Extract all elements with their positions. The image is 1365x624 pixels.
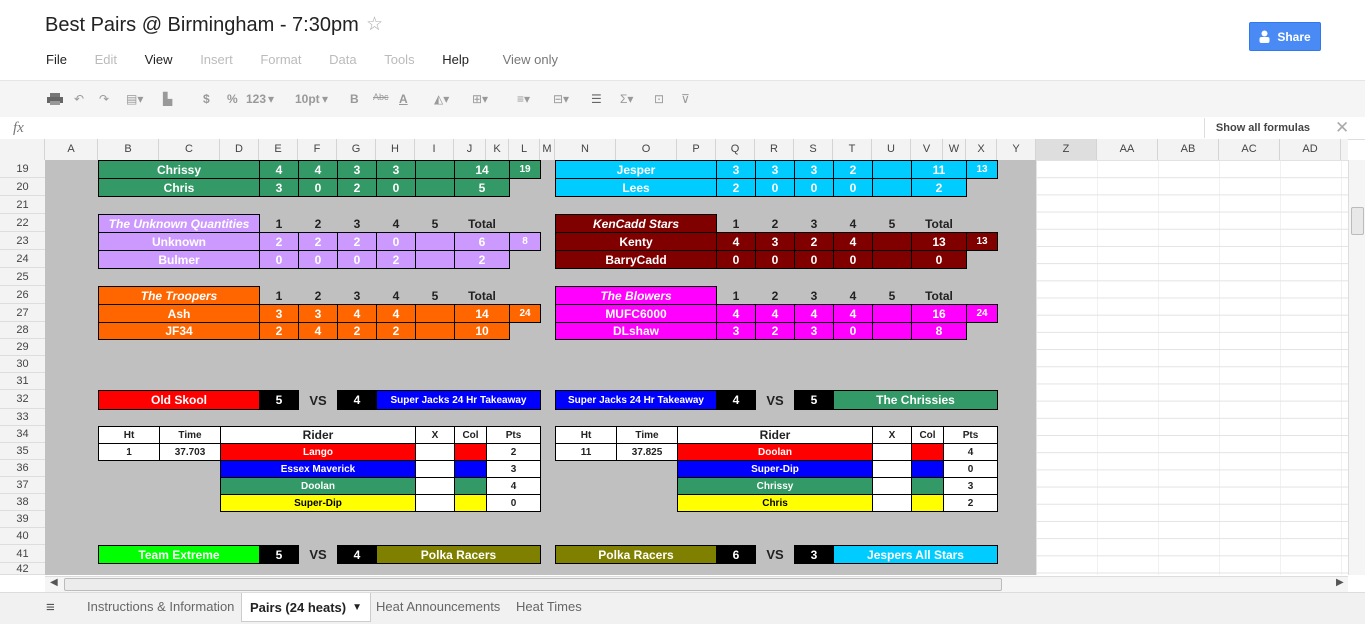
menu-view[interactable]: View xyxy=(144,52,173,67)
heat-number-header[interactable]: 4 xyxy=(849,288,857,303)
column-header[interactable]: T xyxy=(833,139,872,160)
heat-points[interactable]: 0 xyxy=(943,460,998,478)
team-total[interactable]: 13 xyxy=(966,160,998,179)
heat-score[interactable]: 2 xyxy=(259,232,299,251)
column-header[interactable]: H xyxy=(376,139,415,160)
column-header[interactable]: O xyxy=(616,139,677,160)
heat-score[interactable]: 2 xyxy=(298,232,338,251)
match-score-1[interactable]: 4 xyxy=(716,390,756,410)
heat-score[interactable]: 3 xyxy=(298,304,338,323)
total-header[interactable]: Total xyxy=(468,288,496,303)
rider-name[interactable]: JF34 xyxy=(98,322,260,340)
row-header[interactable]: 35 xyxy=(0,443,45,460)
heat-score[interactable] xyxy=(872,304,912,323)
heat-header-x[interactable]: X xyxy=(872,426,912,444)
heat-score[interactable]: 4 xyxy=(716,232,756,251)
share-button[interactable] xyxy=(1249,22,1321,51)
heat-score[interactable] xyxy=(872,232,912,251)
heat-number-header[interactable]: 5 xyxy=(888,216,896,231)
column-header[interactable]: X xyxy=(966,139,997,160)
rider-name[interactable]: Chrissy xyxy=(98,160,260,179)
heat-score[interactable]: 4 xyxy=(716,304,756,323)
heat-score[interactable]: 4 xyxy=(833,304,873,323)
heat-x-cell[interactable] xyxy=(872,460,912,478)
scroll-right-icon[interactable]: ▶ xyxy=(1336,577,1344,588)
heat-time[interactable]: 37.825 xyxy=(616,443,678,461)
heat-rider[interactable]: Lango xyxy=(220,443,416,461)
rider-name[interactable]: BarryCadd xyxy=(555,250,717,269)
tab-pairs-label: Pairs (24 heats) xyxy=(250,599,347,615)
column-header[interactable]: V xyxy=(911,139,943,160)
rider-total[interactable]: 16 xyxy=(911,304,967,323)
heat-x-cell[interactable] xyxy=(415,477,455,495)
heat-score[interactable] xyxy=(872,250,912,269)
filter-icon: ⊽ xyxy=(681,92,690,106)
heat-score[interactable]: 3 xyxy=(259,178,299,197)
column-header[interactable]: P xyxy=(677,139,716,160)
match-team-2[interactable]: Super Jacks 24 Hr Takeaway xyxy=(376,390,541,410)
heat-header-rider[interactable]: Rider xyxy=(220,426,416,444)
text-color-icon: A xyxy=(399,92,408,106)
star-icon[interactable]: ☆ xyxy=(366,14,384,35)
heat-number-header[interactable]: 3 xyxy=(353,288,361,303)
heat-score[interactable]: 4 xyxy=(298,160,338,179)
heat-score[interactable]: 0 xyxy=(298,178,338,197)
heat-header-col[interactable]: Col xyxy=(454,426,487,444)
functions-icon: Σ▾ xyxy=(620,92,634,106)
horizontal-scroll-thumb[interactable] xyxy=(64,578,1002,591)
rider-name[interactable]: Bulmer xyxy=(98,250,260,269)
column-header[interactable]: R xyxy=(755,139,794,160)
chart-icon: ⊡ xyxy=(654,92,665,106)
heat-score[interactable]: 0 xyxy=(259,250,299,269)
match-team-2[interactable]: Polka Racers xyxy=(376,545,541,564)
heat-color-swatch[interactable] xyxy=(454,460,487,478)
heat-score[interactable] xyxy=(415,322,455,340)
heat-number-header[interactable]: 3 xyxy=(810,216,818,231)
match-team-2[interactable]: The Chrissies xyxy=(833,390,998,410)
heat-points[interactable]: 3 xyxy=(943,477,998,495)
heat-number-header[interactable]: 2 xyxy=(771,288,779,303)
select-all-corner[interactable] xyxy=(0,139,45,160)
column-header[interactable]: I xyxy=(415,139,454,160)
column-header[interactable]: AA xyxy=(1097,139,1158,160)
rider-total[interactable]: 13 xyxy=(911,232,967,251)
heat-color-swatch[interactable] xyxy=(454,494,487,512)
heat-score[interactable]: 4 xyxy=(755,304,795,323)
column-header[interactable]: K xyxy=(486,139,509,160)
rider-total[interactable]: 14 xyxy=(454,304,510,323)
close-icon[interactable]: ✕ xyxy=(1335,118,1350,137)
column-header[interactable]: M xyxy=(540,139,555,160)
match-score-2[interactable]: 4 xyxy=(337,545,377,564)
sheet-list-icon[interactable]: ≡ xyxy=(46,599,55,616)
heat-score[interactable] xyxy=(872,178,912,197)
heat-score[interactable] xyxy=(872,160,912,179)
heat-score[interactable]: 0 xyxy=(833,178,873,197)
heat-points[interactable]: 4 xyxy=(486,477,541,495)
heat-x-cell[interactable] xyxy=(872,443,912,461)
heat-header-pts[interactable]: Pts xyxy=(486,426,541,444)
wrap-text-icon: ☰ xyxy=(591,92,602,106)
heat-number-header[interactable]: 5 xyxy=(888,288,896,303)
show-all-formulas-button[interactable]: Show all formulas xyxy=(1204,118,1321,138)
menu-format: Format xyxy=(260,52,302,67)
heat-points[interactable]: 3 xyxy=(486,460,541,478)
row-header[interactable]: 40 xyxy=(0,528,45,545)
heat-score[interactable]: 3 xyxy=(794,160,834,179)
undo-icon: ↶ xyxy=(74,92,85,106)
heat-header-time[interactable]: Time xyxy=(616,426,678,444)
chevron-down-icon[interactable]: ▼ xyxy=(352,601,363,613)
number-format-button: 123 xyxy=(246,92,267,106)
column-header[interactable]: B xyxy=(98,139,159,160)
column-header[interactable]: E xyxy=(259,139,298,160)
row-header[interactable]: 31 xyxy=(0,373,45,390)
row-header[interactable]: 34 xyxy=(0,426,45,443)
heat-color-swatch[interactable] xyxy=(454,443,487,461)
menu-tools: Tools xyxy=(384,52,415,67)
heat-score[interactable]: 3 xyxy=(716,322,756,340)
heat-number[interactable]: 11 xyxy=(555,443,617,461)
document-title: Best Pairs @ Birmingham - 7:30pm xyxy=(45,14,359,36)
heat-header-pts[interactable]: Pts xyxy=(943,426,998,444)
versus-label[interactable]: VS xyxy=(766,392,784,408)
heat-score[interactable] xyxy=(415,304,455,323)
rider-name[interactable]: DLshaw xyxy=(555,322,717,340)
rider-total[interactable]: 2 xyxy=(454,250,510,269)
total-header[interactable]: Total xyxy=(925,216,953,231)
match-score-2[interactable]: 5 xyxy=(794,390,834,410)
row-header[interactable]: 33 xyxy=(0,409,45,426)
match-team-2[interactable]: Jespers All Stars xyxy=(833,545,998,564)
row-header[interactable]: 26 xyxy=(0,286,45,304)
match-score-1[interactable]: 6 xyxy=(716,545,756,564)
heat-number[interactable]: 1 xyxy=(98,443,160,461)
column-header[interactable]: U xyxy=(872,139,911,160)
heat-score[interactable]: 2 xyxy=(376,322,416,340)
versus-label[interactable]: VS xyxy=(309,392,327,408)
heat-score[interactable] xyxy=(415,178,455,197)
heat-points[interactable]: 2 xyxy=(486,443,541,461)
row-header[interactable]: 37 xyxy=(0,477,45,494)
chevron-down-icon: ▾ xyxy=(268,92,275,106)
row-header[interactable]: 30 xyxy=(0,356,45,373)
heat-score[interactable]: 2 xyxy=(755,322,795,340)
column-header[interactable]: Z xyxy=(1036,139,1097,160)
row-header[interactable]: 28 xyxy=(0,322,45,339)
heat-score[interactable]: 3 xyxy=(755,232,795,251)
heat-header-time[interactable]: Time xyxy=(159,426,221,444)
heat-number-header[interactable]: 1 xyxy=(275,288,283,303)
heat-score[interactable]: 0 xyxy=(716,250,756,269)
sheet-empty-region[interactable] xyxy=(1036,160,1348,575)
heat-score[interactable] xyxy=(872,322,912,340)
heat-header-x[interactable]: X xyxy=(415,426,455,444)
menu-insert: Insert xyxy=(200,52,233,67)
heat-score[interactable]: 2 xyxy=(716,178,756,197)
heat-number-header[interactable]: 4 xyxy=(849,216,857,231)
column-header[interactable]: Q xyxy=(716,139,755,160)
column-header[interactable]: AB xyxy=(1158,139,1219,160)
rider-name[interactable]: Unknown xyxy=(98,232,260,251)
heat-header-rider[interactable]: Rider xyxy=(677,426,873,444)
heat-score[interactable]: 2 xyxy=(337,232,377,251)
rider-name[interactable]: Kenty xyxy=(555,232,717,251)
rider-name[interactable]: Ash xyxy=(98,304,260,323)
percent-format-button: % xyxy=(227,92,238,106)
rider-total[interactable]: 2 xyxy=(911,178,967,197)
column-header[interactable]: J xyxy=(454,139,486,160)
heat-points[interactable]: 0 xyxy=(486,494,541,512)
heat-color-swatch[interactable] xyxy=(911,477,944,495)
row-header[interactable]: 22 xyxy=(0,214,45,232)
bold-icon: B xyxy=(350,92,359,106)
column-header[interactable]: A xyxy=(45,139,98,160)
column-header[interactable]: S xyxy=(794,139,833,160)
heat-number-header[interactable]: 3 xyxy=(353,216,361,231)
heat-rider[interactable]: Chrissy xyxy=(677,477,873,495)
rider-name[interactable]: Chris xyxy=(98,178,260,197)
heat-points[interactable]: 4 xyxy=(943,443,998,461)
print-icon[interactable] xyxy=(47,92,63,106)
match-score-1[interactable]: 5 xyxy=(259,390,299,410)
heat-score[interactable]: 3 xyxy=(376,160,416,179)
strikethrough-button: Abc xyxy=(373,92,389,102)
match-score-2[interactable]: 3 xyxy=(794,545,834,564)
heat-score[interactable]: 4 xyxy=(298,322,338,340)
team-name[interactable]: The Blowers xyxy=(555,286,717,305)
column-header[interactable]: G xyxy=(337,139,376,160)
rider-total[interactable]: 14 xyxy=(454,160,510,179)
heat-score[interactable]: 4 xyxy=(259,160,299,179)
heat-color-swatch[interactable] xyxy=(911,443,944,461)
team-total[interactable]: 24 xyxy=(509,304,541,323)
heat-number-header[interactable]: 4 xyxy=(392,288,400,303)
heat-number-header[interactable]: 2 xyxy=(771,216,779,231)
row-header[interactable]: 38 xyxy=(0,494,45,511)
heat-x-cell[interactable] xyxy=(872,494,912,512)
column-header[interactable]: W xyxy=(943,139,966,160)
heat-score[interactable]: 4 xyxy=(337,304,377,323)
versus-label[interactable]: VS xyxy=(766,547,784,562)
heat-time[interactable]: 37.703 xyxy=(159,443,221,461)
heat-rider[interactable]: Doolan xyxy=(220,477,416,495)
formula-bar[interactable] xyxy=(0,117,1365,140)
scroll-left-icon[interactable]: ◀ xyxy=(50,577,58,588)
heat-x-cell[interactable] xyxy=(415,460,455,478)
heat-score[interactable] xyxy=(415,160,455,179)
heat-score[interactable]: 3 xyxy=(755,160,795,179)
column-header[interactable]: Y xyxy=(997,139,1036,160)
heat-score[interactable]: 0 xyxy=(376,178,416,197)
heat-number-header[interactable]: 1 xyxy=(732,216,740,231)
match-team-1[interactable]: Polka Racers xyxy=(555,545,717,564)
heat-rider[interactable]: Doolan xyxy=(677,443,873,461)
team-name[interactable]: The Unknown Quantities xyxy=(98,214,260,233)
column-header[interactable]: AD xyxy=(1280,139,1341,160)
fill-color-icon: ◭▾ xyxy=(434,92,450,106)
heat-score[interactable]: 2 xyxy=(259,322,299,340)
heat-score[interactable]: 2 xyxy=(833,160,873,179)
row-header[interactable]: 24 xyxy=(0,250,45,268)
row-header[interactable]: 21 xyxy=(0,196,45,214)
chevron-down-icon: ▾ xyxy=(322,92,329,106)
heat-score[interactable]: 2 xyxy=(337,178,377,197)
match-team-1[interactable]: Old Skool xyxy=(98,390,260,410)
toolbar xyxy=(0,80,1365,119)
heat-score[interactable]: 4 xyxy=(376,304,416,323)
row-header[interactable]: 32 xyxy=(0,390,45,409)
tab-instructions[interactable]: Instructions & Information xyxy=(87,599,235,614)
heat-score[interactable]: 0 xyxy=(833,322,873,340)
heat-number-header[interactable]: 2 xyxy=(314,288,322,303)
heat-score[interactable]: 0 xyxy=(833,250,873,269)
paint-roller-icon: ▙ xyxy=(163,92,173,106)
total-header[interactable]: Total xyxy=(468,216,496,231)
heat-score[interactable]: 2 xyxy=(337,322,377,340)
heat-rider[interactable]: Super-Dip xyxy=(220,494,416,512)
heat-score[interactable]: 4 xyxy=(794,304,834,323)
heat-score[interactable]: 3 xyxy=(794,322,834,340)
tab-heat-announcements[interactable]: Heat Announcements xyxy=(376,599,501,614)
rider-total[interactable]: 11 xyxy=(911,160,967,179)
heat-score[interactable]: 4 xyxy=(833,232,873,251)
heat-header-ht[interactable]: Ht xyxy=(555,426,617,444)
rider-name[interactable]: Lees xyxy=(555,178,717,197)
heat-color-swatch[interactable] xyxy=(454,477,487,495)
team-total[interactable]: 19 xyxy=(509,160,541,179)
match-team-1[interactable]: Super Jacks 24 Hr Takeaway xyxy=(555,390,717,410)
currency-format-button: $ xyxy=(203,92,210,106)
rider-total[interactable]: 8 xyxy=(911,322,967,340)
team-total[interactable]: 13 xyxy=(966,232,998,251)
heat-header-col[interactable]: Col xyxy=(911,426,944,444)
heat-color-swatch[interactable] xyxy=(911,494,944,512)
row-header[interactable]: 23 xyxy=(0,232,45,250)
heat-color-swatch[interactable] xyxy=(911,460,944,478)
rider-total[interactable]: 5 xyxy=(454,178,510,197)
heat-score[interactable]: 0 xyxy=(337,250,377,269)
rider-name[interactable]: Jesper xyxy=(555,160,717,179)
heat-number-header[interactable]: 4 xyxy=(392,216,400,231)
heat-number-header[interactable]: 2 xyxy=(314,216,322,231)
column-header-bar xyxy=(0,139,1348,161)
heat-score[interactable] xyxy=(415,250,455,269)
borders-icon: ⊞▾ xyxy=(472,92,489,106)
team-total[interactable]: 8 xyxy=(509,232,541,251)
row-header[interactable]: 39 xyxy=(0,511,45,528)
heat-points[interactable]: 2 xyxy=(943,494,998,512)
row-header[interactable]: 36 xyxy=(0,460,45,477)
row-header[interactable]: 29 xyxy=(0,339,45,356)
redo-icon: ↷ xyxy=(99,92,110,106)
team-name[interactable]: The Troopers xyxy=(98,286,260,305)
column-header[interactable]: F xyxy=(298,139,337,160)
column-header[interactable]: C xyxy=(159,139,220,160)
heat-score[interactable]: 0 xyxy=(794,250,834,269)
team-name[interactable]: KenCadd Stars xyxy=(555,214,717,233)
heat-header-ht[interactable]: Ht xyxy=(98,426,160,444)
heat-number-header[interactable]: 1 xyxy=(275,216,283,231)
paint-format-icon: ▤▾ xyxy=(126,92,144,106)
font-size-select: 10pt xyxy=(295,92,320,106)
heat-score[interactable]: 2 xyxy=(794,232,834,251)
heat-score[interactable]: 0 xyxy=(755,250,795,269)
rider-total[interactable]: 0 xyxy=(911,250,967,269)
heat-score[interactable]: 3 xyxy=(259,304,299,323)
column-header[interactable]: L xyxy=(509,139,540,160)
rider-name[interactable]: MUFC6000 xyxy=(555,304,717,323)
heat-x-cell[interactable] xyxy=(415,443,455,461)
menu-bar xyxy=(46,52,582,67)
align-icon: ≡▾ xyxy=(517,92,531,106)
heat-rider[interactable]: Super-Dip xyxy=(677,460,873,478)
heat-x-cell[interactable] xyxy=(415,494,455,512)
column-header[interactable]: N xyxy=(555,139,616,160)
heat-rider[interactable]: Chris xyxy=(677,494,873,512)
vertical-scroll-thumb[interactable] xyxy=(1351,207,1364,235)
heat-number-header[interactable]: 5 xyxy=(431,288,439,303)
menu-data: Data xyxy=(329,52,357,67)
rider-total[interactable]: 10 xyxy=(454,322,510,340)
heat-number-header[interactable]: 1 xyxy=(732,288,740,303)
heat-score[interactable]: 3 xyxy=(716,160,756,179)
team-total[interactable]: 24 xyxy=(966,304,998,323)
menu-help[interactable]: Help xyxy=(442,52,469,67)
heat-number-header[interactable]: 5 xyxy=(431,216,439,231)
rider-total[interactable]: 6 xyxy=(454,232,510,251)
menu-edit: Edit xyxy=(94,52,117,67)
row-header-bar xyxy=(0,160,46,575)
match-score-1[interactable]: 5 xyxy=(259,545,299,564)
row-header[interactable]: 27 xyxy=(0,304,45,322)
heat-score[interactable] xyxy=(415,232,455,251)
row-header[interactable]: 42 xyxy=(0,563,45,575)
view-only-label: View only xyxy=(502,52,558,67)
merge-cells-icon: ⊟▾ xyxy=(553,92,570,106)
versus-label[interactable]: VS xyxy=(309,547,327,562)
heat-x-cell[interactable] xyxy=(872,477,912,495)
row-header[interactable]: 41 xyxy=(0,545,45,563)
heat-score[interactable]: 0 xyxy=(298,250,338,269)
column-header[interactable]: AC xyxy=(1219,139,1280,160)
heat-score[interactable]: 0 xyxy=(794,178,834,197)
column-header[interactable]: D xyxy=(220,139,259,160)
heat-score[interactable]: 3 xyxy=(337,160,377,179)
heat-score[interactable]: 0 xyxy=(755,178,795,197)
row-header[interactable]: 25 xyxy=(0,268,45,286)
match-team-1[interactable]: Team Extreme xyxy=(98,545,260,564)
heat-rider[interactable]: Essex Maverick xyxy=(220,460,416,478)
heat-number-header[interactable]: 3 xyxy=(810,288,818,303)
tab-pairs[interactable] xyxy=(241,593,371,622)
row-header[interactable]: 19 xyxy=(0,160,45,178)
menu-file[interactable]: File xyxy=(46,52,67,67)
tab-heat-times[interactable]: Heat Times xyxy=(516,599,582,614)
share-label: Share xyxy=(1277,29,1311,44)
row-header[interactable]: 20 xyxy=(0,178,45,196)
heat-score[interactable]: 0 xyxy=(376,232,416,251)
fx-icon: fx xyxy=(13,120,24,136)
person-icon xyxy=(1259,30,1270,43)
total-header[interactable]: Total xyxy=(925,288,953,303)
heat-score[interactable]: 2 xyxy=(376,250,416,269)
match-score-2[interactable]: 4 xyxy=(337,390,377,410)
